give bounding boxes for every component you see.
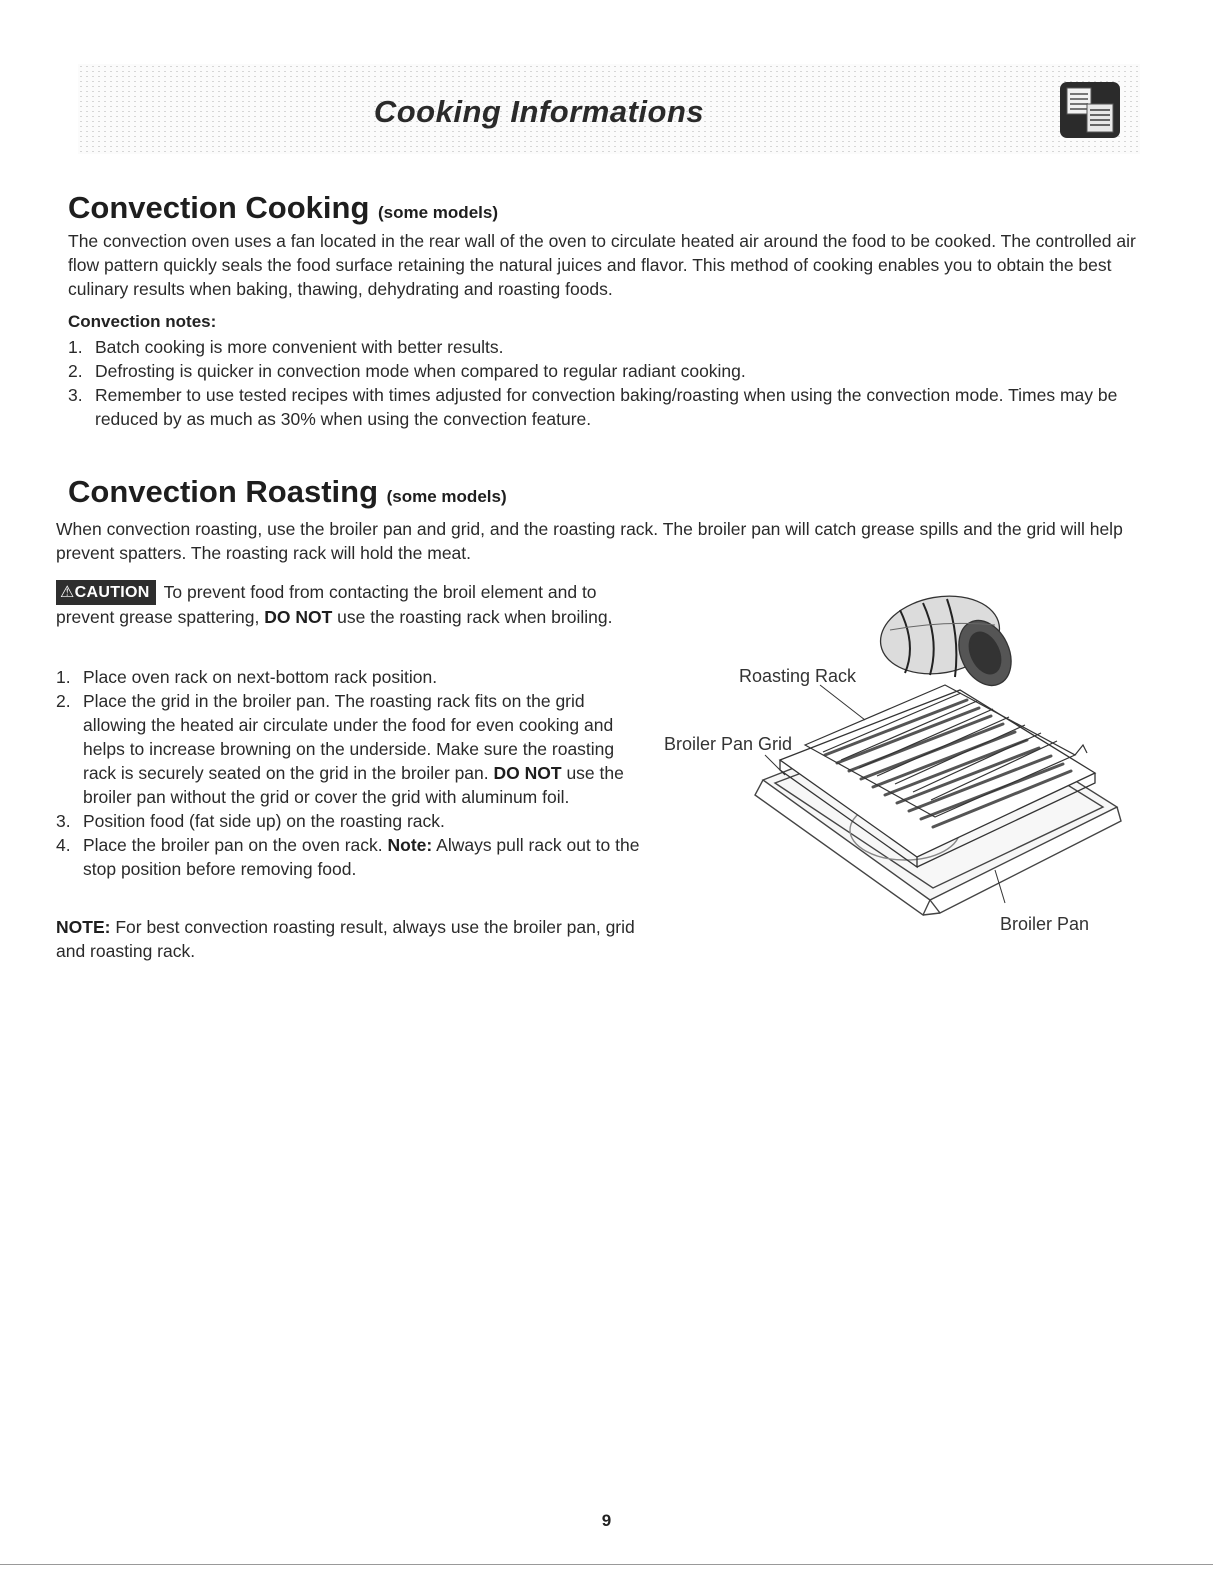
footer-rule [0,1564,1213,1565]
list-item: 3. Remember to use tested recipes with times adjusted for convection baking/roasting when using the convection mode. Times may be reduced by as much as 30% when using the convection feature. [68,385,1118,429]
warning-triangle-icon: ⚠ [60,584,75,601]
convection-cooking-title: Convection Cooking [68,190,370,225]
final-note: NOTE: For best convection roasting result, always use the broiler pan, grid and roasting rack. [56,917,635,961]
document-pages-icon [1058,80,1122,140]
convection-roasting-title: Convection Roasting [68,474,379,509]
convection-cooking-subtitle: (some models) [378,203,498,222]
page-number: 9 [601,1511,612,1530]
header-banner [78,64,1140,154]
roasting-rack-label: Roasting Rack [739,666,857,686]
roast-meat-drawing [874,587,1021,694]
caution-notice: ⚠CAUTION To prevent food from contacting the broil element and to prevent grease spattering, DO NOT use the roasting rack when broiling. [56,582,613,627]
list-item: 1. Batch cooking is more convenient with better results. [68,337,504,357]
caution-emphasis: DO NOT [264,607,333,627]
list-item: 3. Position food (fat side up) on the roasting rack. [56,811,445,831]
convection-notes-heading: Convection notes: [68,312,217,331]
list-item: 2. Defrosting is quicker in convection mode when compared to regular radiant cooking. [68,361,746,381]
convection-notes-list [68,335,1148,431]
roasting-steps-list [56,665,642,881]
convection-cooking-heading [68,190,498,226]
list-item: 1. Place oven rack on next-bottom rack position. [56,667,438,687]
convection-roasting-intro: When convection roasting, use the broiler pan and grid, and the roasting rack. The broiler pan will catch grease spills and the grid will help prevent spatters. The roasting rack will hold the meat. [56,519,1123,563]
broiler-pan-illustration [655,585,1125,945]
convection-cooking-intro: The convection oven uses a fan located in the rear wall of the oven to circulate heated air around the food to be cooked. The controlled air flow pattern quickly seals the food surface retaining the natural juices and flavor. This method of cooking enables you to obtain the best culinary results when baking, thawing, dehydrating and roasting foods. [68,231,1136,299]
convection-roasting-subtitle: (some models) [386,487,507,506]
page-header-title: Cooking Informations [373,94,705,129]
list-item: 4. Place the broiler pan on the oven rack. Note: Always pull rack out to the stop position before removing food. [56,835,640,879]
convection-roasting-heading [68,474,507,510]
broiler-pan-label: Broiler Pan [1000,914,1090,934]
caution-badge: ⚠CAUTION [56,580,156,605]
list-item: 2. Place the grid in the broiler pan. The roasting rack fits on the grid allowing the heated air circulate under the food for even cooking and helps to increase browning on the underside. Make sure the roasting rack is securely seated on the grid in the broiler pan. DO NOT use the broiler pan without the grid or cover the grid with aluminum foil. [56,691,624,807]
broiler-pan-grid-label: Broiler Pan Grid [664,734,793,754]
